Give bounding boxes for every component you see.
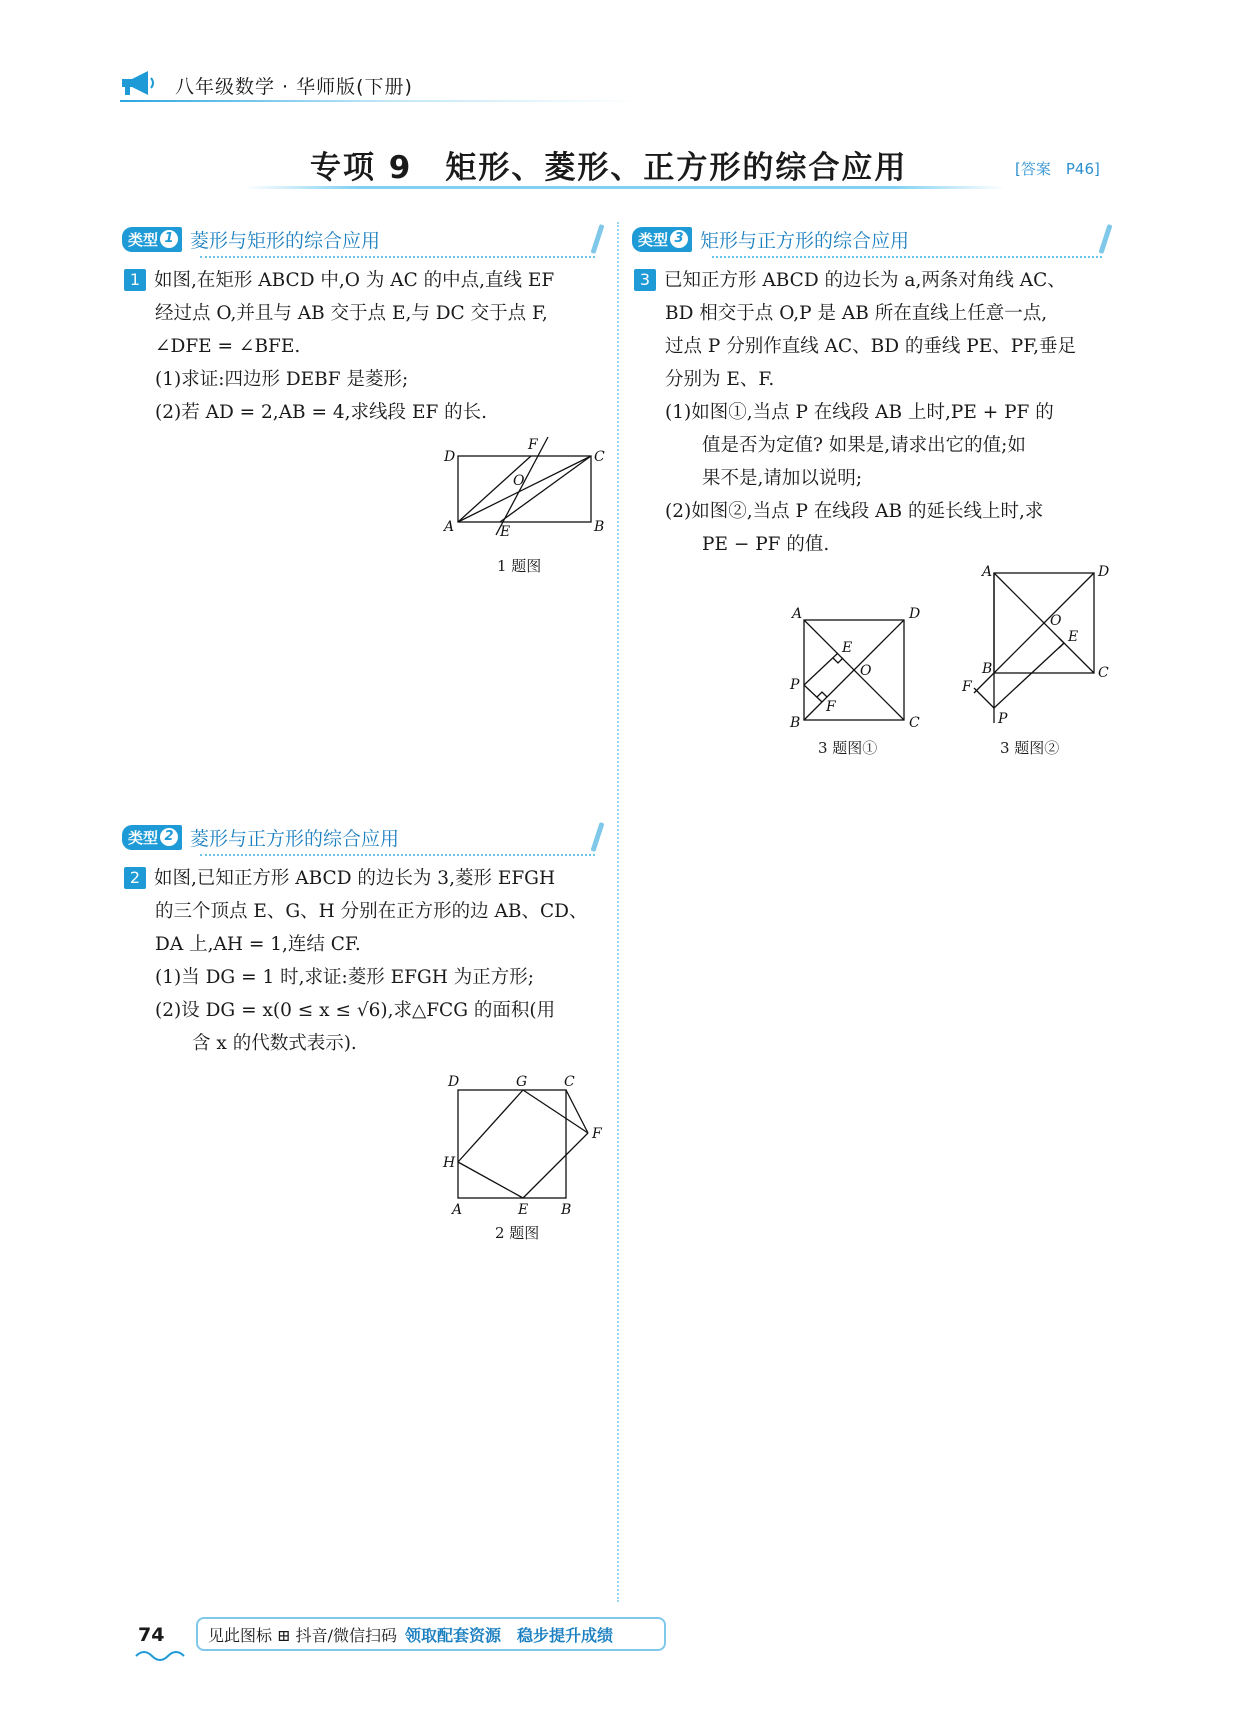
page-title: 专项 9 矩形、菱形、正方形的综合应用 [310, 150, 908, 186]
label-B: B [790, 715, 801, 731]
label-D: D [444, 449, 456, 465]
label-B: B [982, 661, 993, 677]
label-C: C [564, 1074, 575, 1090]
megaphone-icon [120, 68, 156, 102]
label-F: F [962, 679, 972, 695]
footer-text: 见此图标 ⊞ 抖音/微信扫码 [208, 1625, 397, 1645]
figure-caption: 3 题图① [818, 739, 878, 757]
type-badge: 类型 3 [632, 227, 692, 252]
label-D: D [1098, 564, 1110, 580]
figure-caption: 3 题图② [1000, 739, 1060, 757]
label-E: E [518, 1202, 529, 1218]
label-D: D [909, 606, 921, 622]
label-C: C [1098, 665, 1109, 681]
section-type-1 [122, 224, 380, 254]
label-E: E [842, 640, 853, 656]
label-C: C [909, 715, 920, 731]
header-divider [120, 100, 640, 102]
section-title: 矩形与正方形的综合应用 [700, 229, 910, 252]
question-number: 2 [124, 867, 146, 889]
label-F: F [528, 437, 538, 453]
label-O: O [1050, 613, 1062, 629]
pencil-icon [1098, 224, 1112, 254]
section-underline [200, 854, 595, 856]
label-B: B [561, 1202, 572, 1218]
section-title: 菱形与正方形的综合应用 [190, 827, 400, 850]
wave-ornament-icon [134, 1646, 194, 1666]
figure-q2 [440, 1070, 615, 1220]
label-O: O [860, 663, 872, 679]
label-B: B [594, 519, 605, 535]
label-A: A [452, 1202, 463, 1218]
column-divider [617, 222, 619, 1602]
label-F: F [826, 699, 836, 715]
title-underline [245, 186, 1005, 189]
section-type-3 [632, 224, 909, 254]
question-number: 1 [124, 269, 146, 291]
question-3: 3 已知正方形 ABCD 的边长为 a,两条对角线 AC、 BD 相交于点 O,P 是 AB 所在直线上任意一点, 过点 P 分别作直线 AC、BD 的垂线 PE、PF,垂足 分别为 E、F. (1)如图①,当点 P 在线段 AB 上时,PE + PF 的 值是否为定值? 如果是,请求出它的值;如 果不是,请加以说明; (2)如图②,当点 P 在线段 AB 的延长线上时,求 PE − PF 的值. [634, 264, 1124, 561]
figure-caption: 2 题图 [495, 1224, 540, 1242]
section-underline [712, 256, 1102, 258]
label-A: A [444, 519, 455, 535]
figure-q1 [440, 435, 615, 555]
label-E: E [500, 524, 511, 540]
label-P: P [998, 711, 1008, 727]
figure-q3-2 [960, 563, 1110, 735]
label-A: A [982, 564, 993, 580]
section-underline [200, 256, 595, 258]
footer-banner [196, 1617, 666, 1651]
type-badge: 类型 2 [122, 825, 182, 850]
label-C: C [594, 449, 605, 465]
label-O: O [513, 473, 525, 489]
section-type-2 [122, 822, 399, 852]
type-badge: 类型 1 [122, 227, 182, 252]
footer-highlight: 领取配套资源 稳步提升成绩 [404, 1625, 613, 1645]
page-number: 74 [138, 1624, 165, 1646]
label-G: G [516, 1074, 528, 1090]
label-F: F [592, 1126, 602, 1142]
label-P: P [790, 677, 800, 693]
section-title: 菱形与矩形的综合应用 [190, 229, 381, 252]
pencil-icon [590, 822, 604, 852]
question-1: 1 如图,在矩形 ABCD 中,O 为 AC 的中点,直线 EF 经过点 O,并且与 AB 交于点 E,与 DC 交于点 F, ∠DFE = ∠BFE. (1)求证:四边形 DEBF 是菱形; (2)若 AD = 2,AB = 4,求线段 EF 的长. [124, 264, 614, 429]
figure-caption: 1 题图 [497, 557, 542, 575]
label-A: A [792, 606, 803, 622]
label-D: D [448, 1074, 460, 1090]
label-H: H [443, 1155, 456, 1171]
figure-q3-1 [782, 605, 932, 735]
header-title: 八年级数学 · 华师版(下册) [175, 76, 413, 98]
pencil-icon [590, 224, 604, 254]
answer-reference: [答案 P46] [1015, 160, 1100, 178]
question-2: 2 如图,已知正方形 ABCD 的边长为 3,菱形 EFGH 的三个顶点 E、G、H 分别在正方形的边 AB、CD、 DA 上,AH = 1,连结 CF. (1)当 DG = 1 时,求证:菱形 EFGH 为正方形; (2)设 DG = x(0 ≤ x ≤ √6),求△FCG 的面积(用 含 x 的代数式表示). [124, 862, 614, 1060]
label-E: E [1068, 629, 1079, 645]
question-number: 3 [634, 269, 656, 291]
